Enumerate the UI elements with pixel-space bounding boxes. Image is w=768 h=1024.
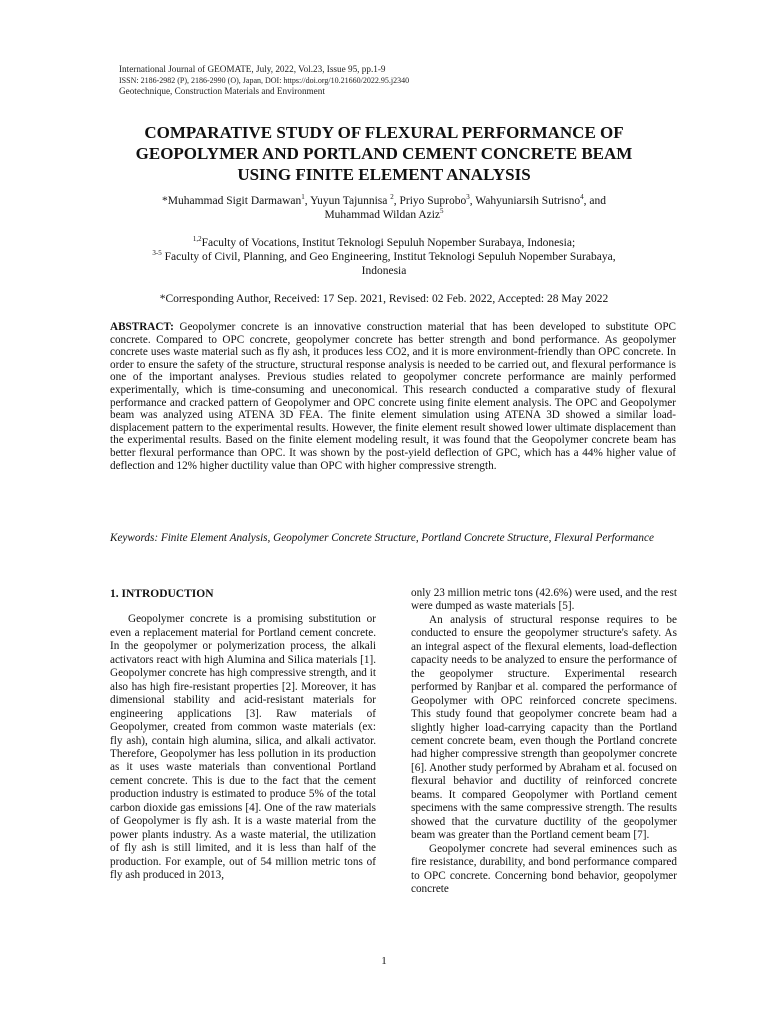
author-5: Muhammad Wildan Aziz xyxy=(324,209,441,221)
intro-paragraph-2: An analysis of structural response requires to be conducted to ensure the geopolymer structure's safety. As an integral aspect of the flexural elements, load-deflection capacity needs to be analyzed to ensure the performance of the geopolymer structure. Experimental research performed by Ranjbar et al. compared the performance of Geopolymer with OPC reinforced concrete specimens. This study found that geopolymer concrete beam had a slightly higher load-carrying capacity than the Portland cement concrete beam, even though the Portland concrete had higher compressive strength than geopolymer concrete [6]. Another study performed by Abraham et al. focused on flexural behavior and ductility of reinforced concrete beams. It compared Geopolymer with Portland cement specimens with the same compressive strength. The results showed that the curvature ductility of the geopolymer beam was greater than the Portland cement beam [7]. xyxy=(411,613,677,842)
author-conjunction: , and xyxy=(583,195,606,207)
title-line-2: GEOPOLYMER AND PORTLAND CEMENT CONCRETE BEAM xyxy=(135,144,633,163)
author-1: *Muhammad Sigit Darmawan xyxy=(162,195,302,207)
affiliation-2-text: Faculty of Civil, Planning, and Geo Engineering, Institut Teknologi Sepuluh Nopember Surabaya, xyxy=(164,251,616,263)
paper-title xyxy=(100,122,668,185)
affiliation-1-text: Faculty of Vocations, Institut Teknologi Sepuluh Nopember Surabaya, Indonesia; xyxy=(201,237,576,249)
keywords: Keywords: Finite Element Analysis, Geopolymer Concrete Structure, Portland Concrete Structure, Flexural Performance xyxy=(110,532,654,544)
affiliation-1-sup: 1,2 xyxy=(192,235,202,244)
corresponding-author-dates: *Corresponding Author, Received: 17 Sep. 2021, Revised: 02 Feb. 2022, Accepted: 28 May 2022 xyxy=(159,293,609,305)
journal-issn-doi: ISSN: 2186-2982 (P), 2186-2990 (O), Japan, DOI: https://doi.org/10.21660/2022.95.j2340 xyxy=(119,76,410,86)
abstract-text: Geopolymer concrete is an innovative construction material that has been developed to substitute OPC concrete. Compared to OPC concrete, geopolymer concrete has better strength and bond performance. As geopolymer concrete uses waste material such as fly ash, it produces less CO2, and it is more environment-friendly than OPC concrete. In order to ensure the safety of the structure, structural response analysis is needed to be carried out, and flexural performance is one of the important analyses. Previous studies related to geopolymer concrete performance are mainly performed experimentally, which is time-consuming and uneconomical. This research conducted a comparative study of flexural performance and cracked pattern of Geopolymer and OPC concrete using finite element analysis. The OPC and Geopolymer beam was analyzed using ATENA 3D FEA. The finite element simulation using ATENA 3D showed a similar load-displacement pattern to the experimental results. However, the finite element result showed lower ultimate displacement than the experimental results. Based on the finite element modeling result, it was found that the Geopolymer concrete beam has better flexural performance than OPC. It was shown by the post-yield deflection of GPC, which has a 44% higher value of deflection and 12% higher ductility value than OPC with higher compressive strength. xyxy=(110,321,677,472)
author-3-sup: 3 xyxy=(466,193,470,202)
intro-paragraph-3: Geopolymer concrete had several eminences such as fire resistance, durability, and bond performance compared to OPC concrete. Concerning bond behavior, geopolymer concrete xyxy=(411,842,677,895)
author-4: , Wahyuniarsih Sutrisno xyxy=(469,195,581,207)
author-line-2 xyxy=(100,208,668,222)
right-column xyxy=(411,587,677,896)
title-line-1: COMPARATIVE STUDY OF FLEXURAL PERFORMANCE OF xyxy=(144,123,624,142)
journal-citation: International Journal of GEOMATE, July, 2022, Vol.23, Issue 95, pp.1-9 xyxy=(119,64,386,74)
journal-category: Geotechnique, Construction Materials and Environment xyxy=(119,86,325,97)
intro-paragraph-1: Geopolymer concrete is a promising substitution or even a replacement material for Portland cement concrete. In the geopolymer or polymerization process, the alkali activators react with high Alumina and Silica materials [1]. Geopolymer concrete has high compressive strength, and it also has high fire-resistant properties [2]. Moreover, it has dimensional stability and acid-resistant materials for engineering applications [3]. Raw materials of Geopolymer, created from common waste materials (ex: fly ash), contain high alumina, silica, and alkali activator. Therefore, Geopolymer has less pollution in its production as it uses waste materials than conventional Portland cement concrete. This is due to the fact that the cement production industry is estimated to produce 5% of the total carbon dioxide gas emissions [4]. One of the raw materials of Geopolymer is fly ash. It is a waste material from the power plants industry. As a waste material, the utilization of fly ash is still limited, and it is less than half of the production. For example, out of 54 million metric tons of fly ash produced in 2013, xyxy=(110,613,376,882)
author-5-sup: 5 xyxy=(440,207,444,216)
page-number: 1 xyxy=(381,955,387,967)
left-column xyxy=(110,588,376,883)
affiliation-1 xyxy=(100,236,668,250)
affiliation-2-sup: 3-5 xyxy=(152,249,162,258)
author-1-sup: 1 xyxy=(301,193,305,202)
author-line-1 xyxy=(100,194,668,208)
author-list xyxy=(100,194,668,222)
author-4-sup: 4 xyxy=(580,193,584,202)
author-2: , Yuyun Tajunnisa xyxy=(304,195,391,207)
journal-header xyxy=(119,64,639,98)
intro-paragraph-1-cont: only 23 million metric tons (42.6%) were used, and the rest were dumped as waste materials [5]. xyxy=(411,587,677,613)
abstract-label: ABSTRACT: xyxy=(110,321,174,333)
affiliations xyxy=(100,236,668,278)
affiliation-2-cont: Indonesia xyxy=(361,265,407,277)
author-2-sup: 2 xyxy=(390,193,394,202)
section-heading-introduction: 1. INTRODUCTION xyxy=(110,588,214,600)
abstract xyxy=(110,321,676,472)
title-line-3: USING FINITE ELEMENT ANALYSIS xyxy=(237,165,531,184)
author-3: , Priyo Suprobo xyxy=(393,195,467,207)
affiliation-2 xyxy=(100,250,668,264)
